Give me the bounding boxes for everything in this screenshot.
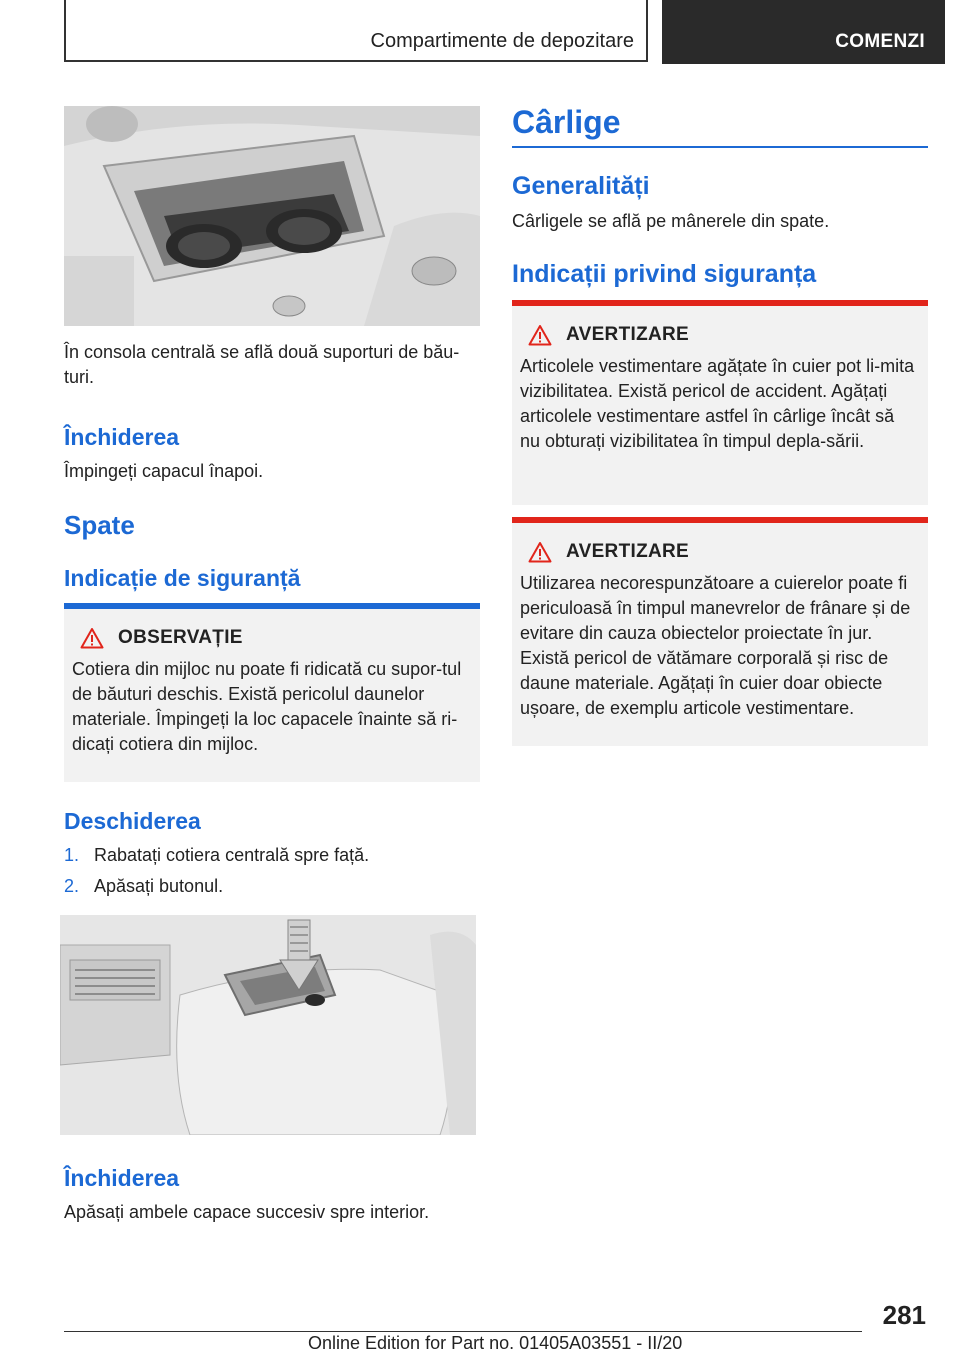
general-text: Cârligele se află pe mânerele din spate. [512,211,830,231]
note-bar [64,603,480,609]
heading-rear: Spate [64,510,135,540]
warning-title [528,541,918,563]
warning-triangle-icon [528,541,552,563]
warning-title-text: AVERTIZARE [566,324,689,345]
note-title-text: OBSERVAȚIE [118,627,243,648]
warning-triangle-icon [528,324,552,346]
list-item [64,843,369,868]
note-title [80,627,470,649]
closing-text-2: Apăsați ambele capace succesiv spre interior. [64,1202,430,1222]
header-section-tab [64,0,648,62]
footer-edition: Online Edition for Part no. 01405A03551 - II/20 [308,1333,683,1353]
footer-rule [64,1331,862,1332]
warning-text: Utilizarea necorespunzătoare a cuierelor poate fi periculoasă în timpul manevrelor de frânare și de evitare din cauza obiectelor proiectate în jur. Există pericol de vătămare corporală și risc de daune materiale. Agățați în cuier doar obiecte ușoare, de exemplu articole vestimentare. [520,573,911,718]
note-box [64,603,480,782]
step-text: Apăsați butonul. [94,876,224,896]
heading-general: Generalități [512,172,650,200]
warning-bar [512,300,928,306]
warning-box [512,517,928,746]
warning-title-text: AVERTIZARE [566,541,689,562]
warning-text: Articolele vestimentare agățate în cuier pot li‐mita vizibilitatea. Există pericol de accident. Agățați articolele vestimentare astfel în cârlige încât să nu obturați vizibilitatea în timpul depla‐sării. [520,356,915,451]
closing-text: Împingeți capacul înapoi. [64,461,264,481]
step-text: Rabatați cotiera centrală spre față. [94,845,370,865]
list-item [64,874,223,899]
warning-bar [512,517,928,523]
heading-closing: Închiderea [64,424,180,450]
console-cupholder-image [64,106,480,326]
chapter-title: COMENZI [835,31,925,52]
page-title: Cârlige [512,104,621,140]
warning-triangle-icon [80,627,104,649]
heading-safety-note: Indicație de siguranță [64,565,301,591]
warning-title [528,324,918,346]
cupholder-caption: În consola centrală se află două suporturi de bău‐turi. [64,342,460,387]
title-rule [512,146,928,148]
step-number: 1. [64,845,80,865]
header-chapter-tab [662,0,945,64]
step-number: 2. [64,876,80,896]
heading-safety-instructions: Indicații privind siguranța [512,260,817,288]
section-title: Compartimente de depozitare [370,30,634,52]
page-number: 281 [882,1300,926,1330]
heading-closing-2: Închiderea [64,1165,180,1191]
heading-opening: Deschiderea [64,808,201,834]
note-text: Cotiera din mijloc nu poate fi ridicată cu supor‐tul de băuturi deschis. Există pericolul daunelor materiale. Împingeți la loc capacele înainte să ri‐dicați cotiera din mijloc. [72,659,462,754]
armrest-button-image [60,915,476,1135]
warning-box [512,300,928,505]
